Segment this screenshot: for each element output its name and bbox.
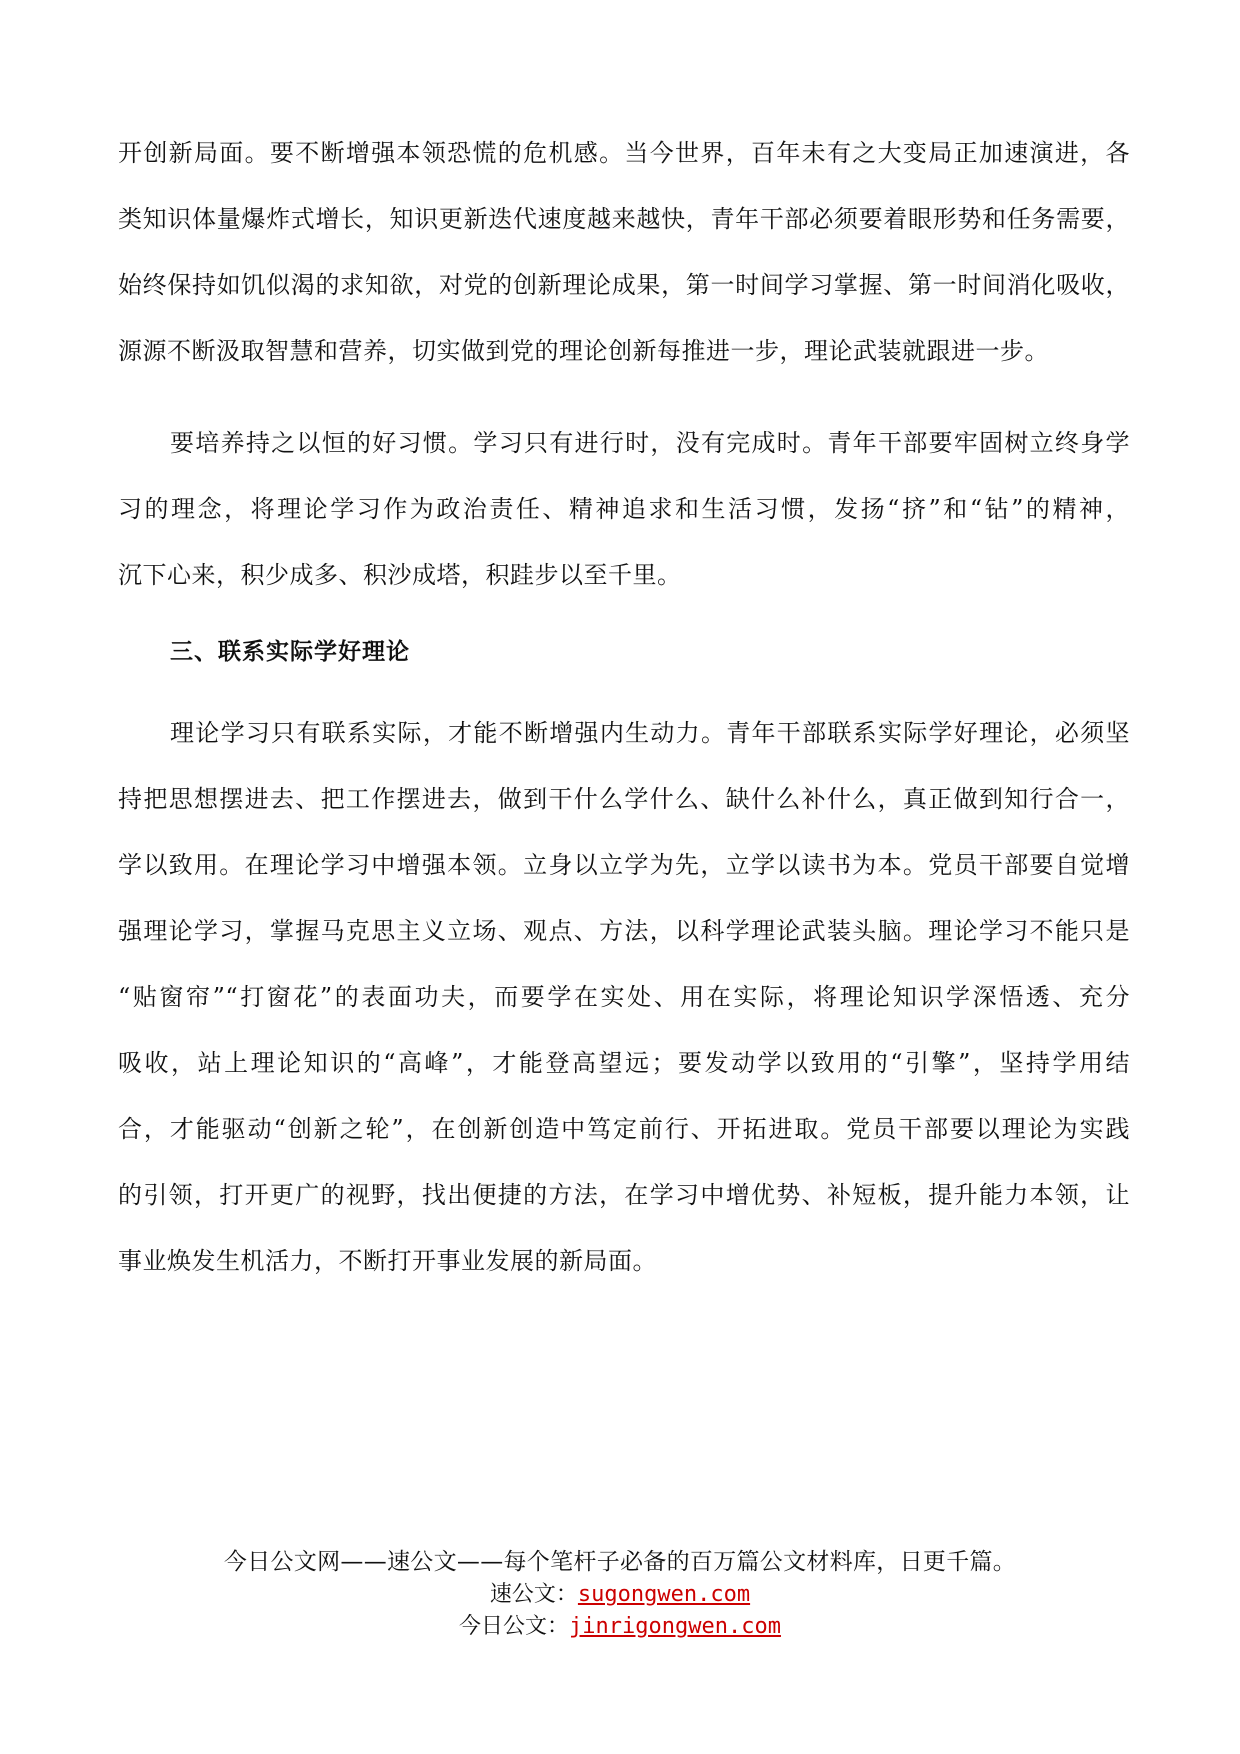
footer-site-1 (0, 1579, 1240, 1611)
site-2-link[interactable]: jinrigongwen.com (569, 1614, 781, 1639)
paragraph-line: 合，才能驱动“创新之轮”，在创新创造中笃定前行、开拓进取。党员干部要以理论为实践 (118, 1115, 1130, 1143)
paragraph-1 (118, 120, 1130, 384)
paragraph-line: 类知识体量爆炸式增长，知识更新迭代速度越来越快，青年干部必须要着眼形势和任务需要， (118, 205, 1130, 233)
paragraph-line: 开创新局面。要不断增强本领恐慌的危机感。当今世界，百年未有之大变局正加速演进，各 (118, 139, 1130, 167)
footer-site-2 (0, 1611, 1240, 1643)
section-heading: 三、联系实际学好理论 (170, 639, 410, 665)
paragraph-line: 沉下心来，积少成多、积沙成塔，积跬步以至千里。 (118, 561, 682, 589)
paragraph-line: 学以致用。在理论学习中增强本领。立身以立学为先，立学以读书为本。党员干部要自觉增 (118, 851, 1130, 879)
paragraph-line: 要培养持之以恒的好习惯。学习只有进行时，没有完成时。青年干部要牢固树立终身学 (170, 429, 1130, 457)
paragraph-line: “贴窗帘”“打窗花”的表面功夫，而要学在实处、用在实际，将理论知识学深悟透、充分 (118, 983, 1130, 1011)
paragraph-line: 的引领，打开更广的视野，找出便捷的方法，在学习中增优势、补短板，提升能力本领，让 (118, 1181, 1130, 1209)
paragraph-line: 强理论学习，掌握马克思主义立场、观点、方法，以科学理论武装头脑。理论学习不能只是 (118, 917, 1130, 945)
paragraph-line: 吸收，站上理论知识的“高峰”，才能登高望远；要发动学以致用的“引擎”，坚持学用结 (118, 1049, 1130, 1077)
footer (0, 1545, 1240, 1643)
paragraph-line: 习的理念，将理论学习作为政治责任、精神追求和生活习惯，发扬“挤”和“钻”的精神， (118, 495, 1130, 523)
paragraph-2 (118, 410, 1130, 608)
paragraph-line: 持把思想摆进去、把工作摆进去，做到干什么学什么、缺什么补什么，真正做到知行合一， (118, 785, 1130, 813)
paragraph-line: 源源不断汲取智慧和营养，切实做到党的理论创新每推进一步，理论武装就跟进一步。 (118, 337, 1049, 365)
footer-slogan: 今日公文网——速公文——每个笔杆子必备的百万篇公文材料库，日更千篇。 (223, 1549, 1017, 1575)
paragraph-3 (118, 700, 1130, 1294)
paragraph-line: 事业焕发生机活力，不断打开事业发展的新局面。 (118, 1247, 657, 1275)
paragraph-line: 理论学习只有联系实际，才能不断增强内生动力。青年干部联系实际学好理论，必须坚 (170, 719, 1130, 747)
site-1-label: 速公文： (489, 1582, 578, 1607)
site-2-label: 今日公文： (459, 1614, 570, 1639)
site-1-link[interactable]: sugongwen.com (577, 1582, 751, 1607)
paragraph-line: 始终保持如饥似渴的求知欲，对党的创新理论成果，第一时间学习掌握、第一时间消化吸收， (118, 271, 1130, 299)
